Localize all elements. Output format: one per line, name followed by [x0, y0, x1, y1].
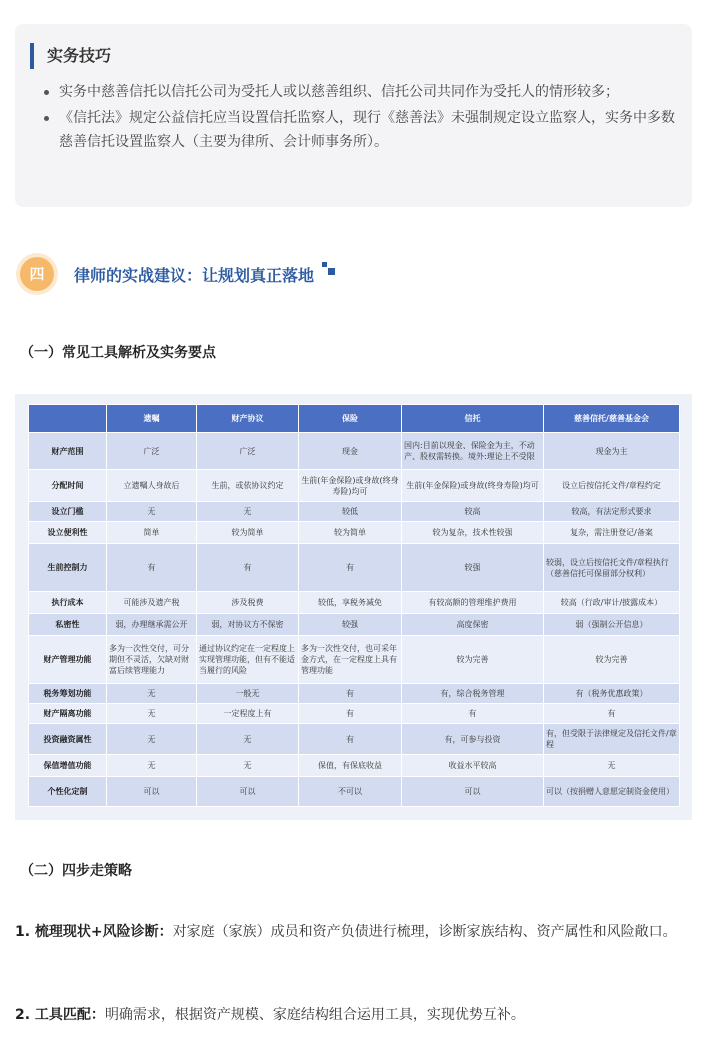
table-cell: 有 — [107, 544, 197, 592]
table-header-cell: 财产协议 — [197, 405, 299, 433]
step-label: 2. 工具匹配： — [15, 1007, 105, 1023]
subsection-title: （二）四步走策略 — [20, 863, 132, 879]
table-cell: 现金为主 — [544, 433, 680, 470]
table-cell: 较高（行政/审计/披露成本） — [544, 592, 680, 614]
row-label: 税务筹划功能 — [29, 684, 107, 704]
row-label: 财产隔离功能 — [29, 704, 107, 724]
table-cell: 有 — [299, 724, 402, 755]
table-row — [29, 704, 680, 724]
table-cell: 较为简单 — [299, 522, 402, 544]
table-cell: 较低，享税务减免 — [299, 592, 402, 614]
table-cell: 通过协议约定在一定程度上实现管理功能，但有不能适当履行的风险 — [197, 636, 299, 684]
table-cell: 较为简单 — [197, 522, 299, 544]
table-row — [29, 755, 680, 777]
table-row — [29, 592, 680, 614]
table-row — [29, 433, 680, 470]
table-cell: 弱（强制公开信息） — [544, 614, 680, 636]
table-header-cell: 保险 — [299, 405, 402, 433]
table-cell: 有，综合税务管理 — [402, 684, 544, 704]
subsection-title: （一）常见工具解析及实务要点 — [20, 345, 216, 361]
table-cell: 弱，办理继承需公开 — [107, 614, 197, 636]
table-cell: 有 — [299, 544, 402, 592]
table-cell: 不可以 — [299, 777, 402, 807]
step-label: 1. 梳理现状+风险诊断： — [15, 924, 173, 940]
table-cell: 保值，有保底收益 — [299, 755, 402, 777]
table-row — [29, 614, 680, 636]
table-cell: 简单 — [107, 522, 197, 544]
tips-item: 《信托法》规定公益信托应当设置信托监察人，现行《慈善法》未强制规定设立监察人，实务中多数慈善信托设置监察人（主要为律所、会计师事务所）。 — [44, 106, 680, 154]
tips-title: 实务技巧 — [30, 43, 111, 69]
table-cell: 弱，对协议方不保密 — [197, 614, 299, 636]
table-cell: 无 — [197, 755, 299, 777]
table-cell: 广泛 — [197, 433, 299, 470]
table-row — [29, 544, 680, 592]
table-cell: 有 — [402, 704, 544, 724]
table-row — [29, 470, 680, 502]
table-cell: 涉及税费 — [197, 592, 299, 614]
table-header-row — [29, 405, 680, 433]
row-label: 投资融资属性 — [29, 724, 107, 755]
table-cell: 无 — [107, 684, 197, 704]
row-label: 设立门槛 — [29, 502, 107, 522]
table-cell: 有 — [299, 704, 402, 724]
table-cell: 复杂，需注册登记/备案 — [544, 522, 680, 544]
row-label: 私密性 — [29, 614, 107, 636]
table-cell: 广泛 — [107, 433, 197, 470]
table-cell: 有 — [544, 704, 680, 724]
table-cell: 高度保密 — [402, 614, 544, 636]
table-cell: 较高 — [402, 502, 544, 522]
table-cell: 较高，有法定形式要求 — [544, 502, 680, 522]
table-row — [29, 684, 680, 704]
row-label: 个性化定制 — [29, 777, 107, 807]
table-cell: 有较高额的管理维护费用 — [402, 592, 544, 614]
table-row — [29, 502, 680, 522]
table-cell: 生前(年金保险)或身故(终身寿险)均可 — [299, 470, 402, 502]
row-label: 保值增值功能 — [29, 755, 107, 777]
table-cell: 无 — [197, 724, 299, 755]
table-cell: 较为完善 — [402, 636, 544, 684]
table-header-cell: 慈善信托/慈善基金会 — [544, 405, 680, 433]
table-cell: 无 — [107, 724, 197, 755]
table-cell: 较弱，设立后按信托文件/章程执行（慈善信托可保留部分权利） — [544, 544, 680, 592]
table-cell: 生前，或依协议约定 — [197, 470, 299, 502]
row-label: 设立便利性 — [29, 522, 107, 544]
table-cell: 生前(年金保险)或身故(终身寿险)均可 — [402, 470, 544, 502]
table-cell: 无 — [107, 704, 197, 724]
table-cell: 现金 — [299, 433, 402, 470]
table-row — [29, 724, 680, 755]
row-label: 分配时间 — [29, 470, 107, 502]
table-cell: 一般无 — [197, 684, 299, 704]
table-cell: 有 — [299, 684, 402, 704]
table-cell: 较低 — [299, 502, 402, 522]
step-paragraph — [15, 1001, 695, 1029]
table-cell: 多为一次性交付，也可采年金方式，在一定程度上具有管理功能 — [299, 636, 402, 684]
table-cell: 可以 — [107, 777, 197, 807]
section-title: 律师的实战建议：让规划真正落地 — [74, 266, 315, 285]
table-cell: 有 — [197, 544, 299, 592]
step-text: 明确需求，根据资产规模、家庭结构组合运用工具，实现优势互补。 — [104, 1007, 525, 1023]
table-cell: 立遗嘱人身故后 — [107, 470, 197, 502]
table-cell: 国内:目前以现金、保险金为主，不动产、股权需转换。境外:理论上不受限 — [402, 433, 544, 470]
table-cell: 多为一次性交付，可分期但不灵活，欠缺对财富后续管理能力 — [107, 636, 197, 684]
step-paragraph — [15, 918, 695, 946]
table-cell: 设立后按信托文件/章程约定 — [544, 470, 680, 502]
row-label: 执行成本 — [29, 592, 107, 614]
table-cell: 可以 — [197, 777, 299, 807]
table-cell: 无 — [544, 755, 680, 777]
section-number-badge: 四 — [20, 257, 54, 291]
table-row — [29, 777, 680, 807]
table-row — [29, 636, 680, 684]
tools-comparison-table — [28, 404, 680, 807]
table-cell: 有，但受限于法律规定及信托文件/章程 — [544, 724, 680, 755]
table-header-cell: 遗嘱 — [107, 405, 197, 433]
table-cell: 无 — [107, 755, 197, 777]
row-label: 财产范围 — [29, 433, 107, 470]
tips-list — [44, 80, 680, 156]
table-cell: 较为完善 — [544, 636, 680, 684]
table-cell: 无 — [107, 502, 197, 522]
decor-square-icon — [322, 262, 327, 267]
decor-square-icon — [328, 268, 335, 275]
table-cell: 有，可参与投资 — [402, 724, 544, 755]
step-text: 对家庭（家族）成员和资产负债进行梳理，诊断家族结构、资产属性和风险敞口。 — [172, 924, 677, 940]
table-row — [29, 522, 680, 544]
table-cell: 一定程度上有 — [197, 704, 299, 724]
table-cell: 较强 — [299, 614, 402, 636]
table-cell: 有（税务优惠政策） — [544, 684, 680, 704]
table-cell: 可能涉及遗产税 — [107, 592, 197, 614]
table-cell: 收益水平较高 — [402, 755, 544, 777]
table-cell: 较强 — [402, 544, 544, 592]
row-label: 生前控制力 — [29, 544, 107, 592]
table-cell: 无 — [197, 502, 299, 522]
row-label: 财产管理功能 — [29, 636, 107, 684]
table-cell: 较为复杂，技术性较强 — [402, 522, 544, 544]
tips-item: 实务中慈善信托以信托公司为受托人或以慈善组织、信托公司共同作为受托人的情形较多； — [44, 80, 680, 104]
table-cell: 可以（按捐赠人意愿定制资金使用） — [544, 777, 680, 807]
tools-table-image — [15, 394, 692, 820]
table-cell: 可以 — [402, 777, 544, 807]
table-header-cell: 信托 — [402, 405, 544, 433]
table-header-cell — [29, 405, 107, 433]
